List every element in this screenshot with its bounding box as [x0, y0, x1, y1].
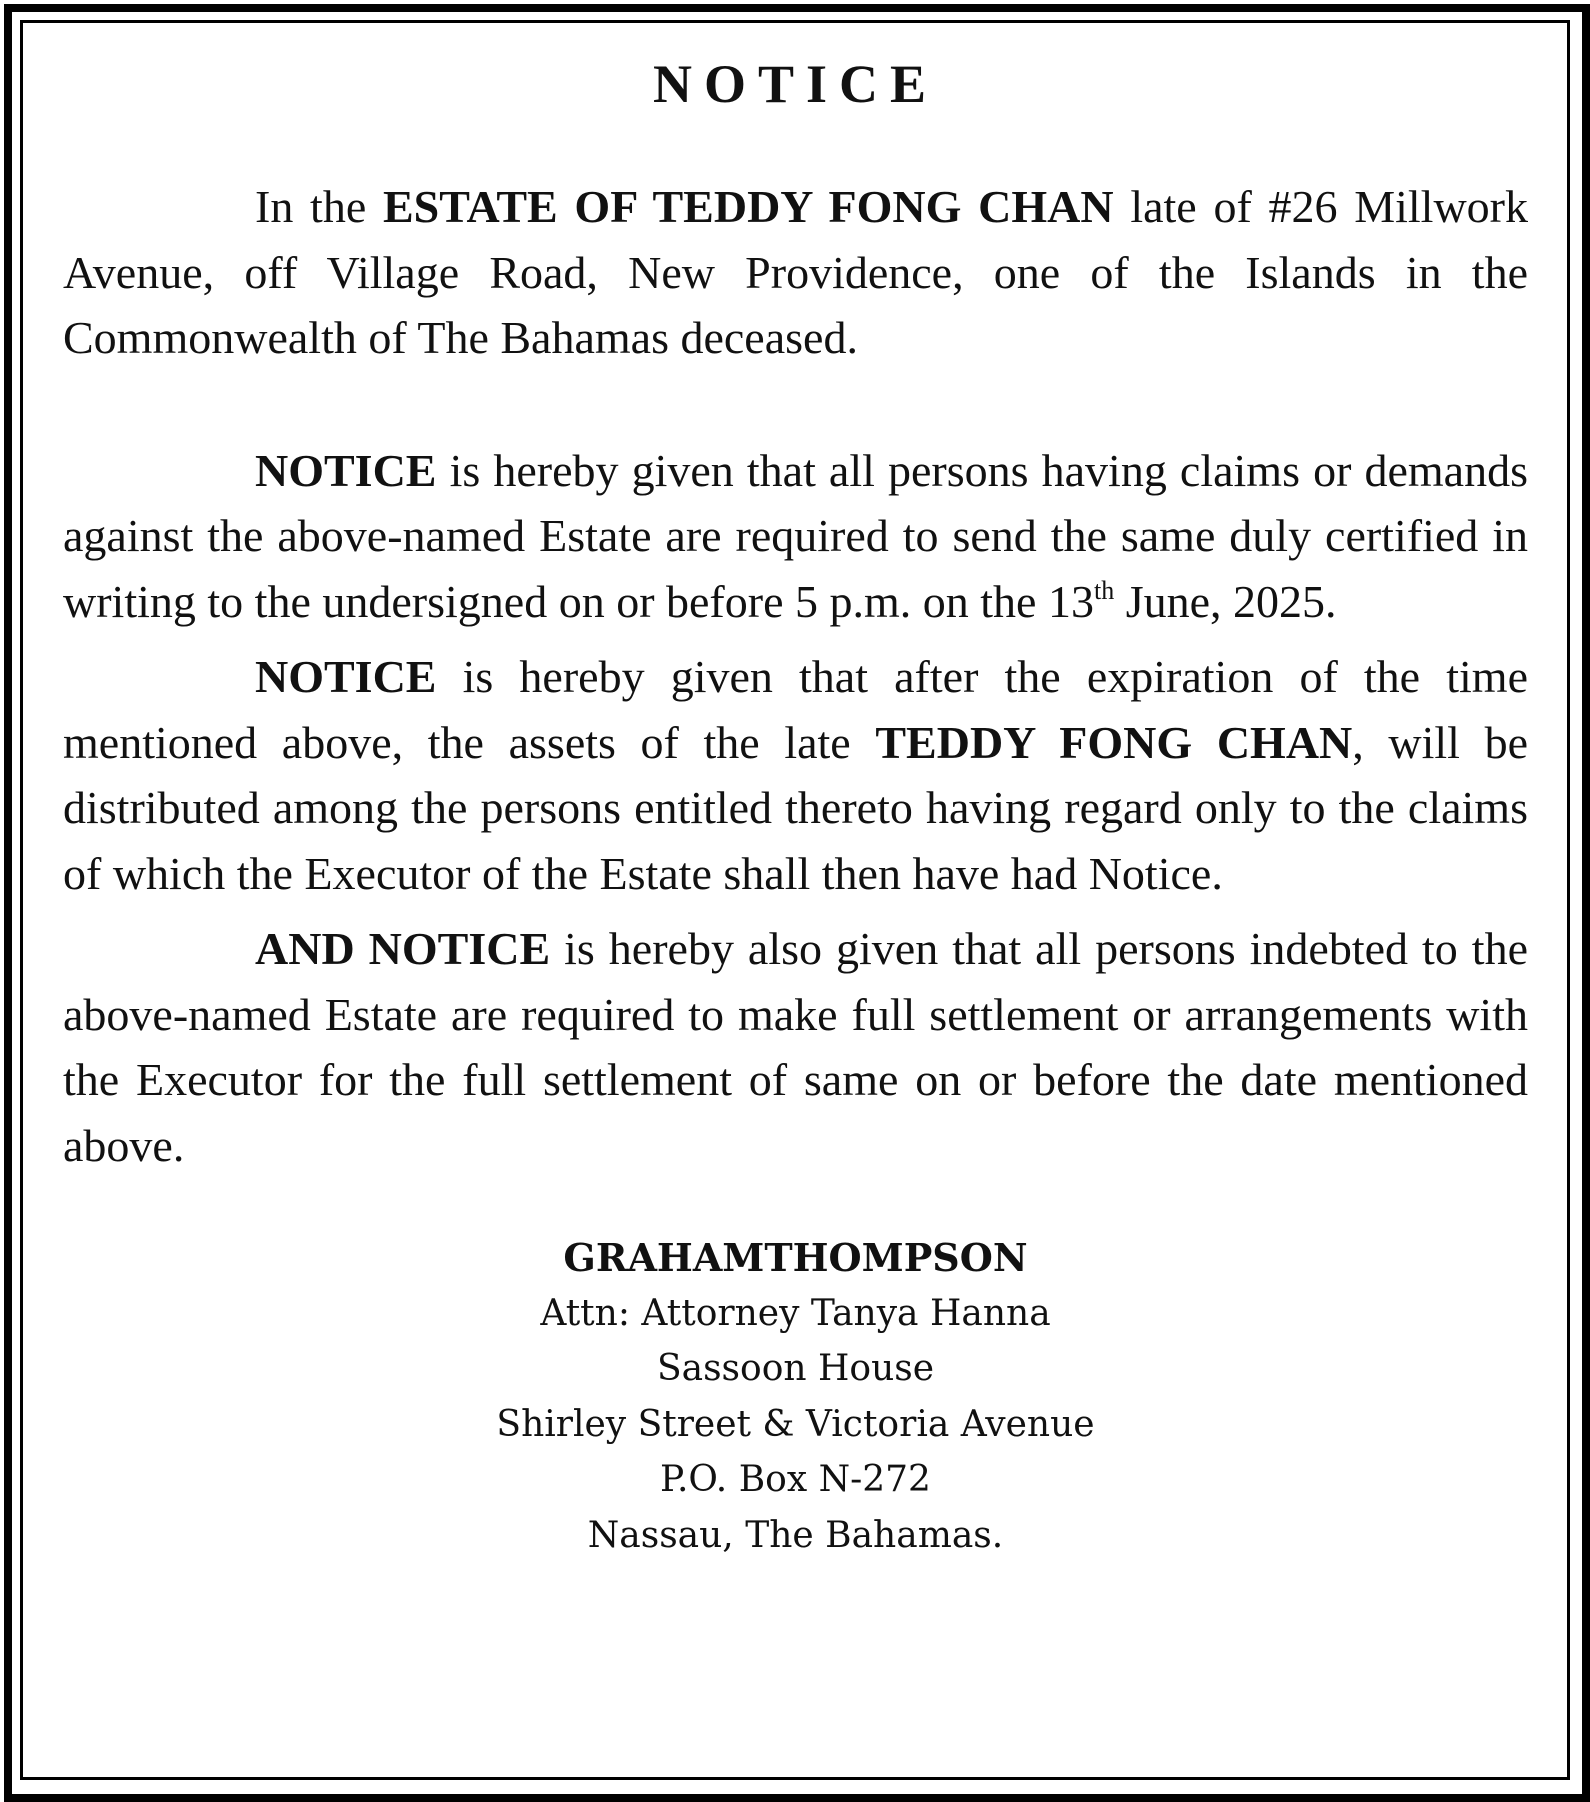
indebted-notice-word: AND NOTICE — [255, 923, 551, 974]
estate-text-2: late of #26 Millwork Avenue, off Village Road, New Providence, one of the Islands in the Commonwealth of The Bahamas deceased. — [63, 181, 1529, 363]
distribution-paragraph — [63, 644, 1528, 906]
estate-paragraph — [63, 174, 1528, 371]
notice-title: NOTICE — [652, 54, 939, 114]
distribution-text-2: , will be distributed among the persons entitled thereto having regard only to the claims of which the Executor of the Estate shall then have had Notice. — [63, 716, 1529, 899]
building-line: Sassoon House — [656, 1348, 935, 1389]
date-ordinal-suffix: th — [1093, 575, 1115, 605]
signature-block — [63, 1230, 1528, 1563]
distribution-notice-word: NOTICE — [255, 651, 437, 702]
claims-paragraph — [63, 438, 1528, 635]
claims-notice-word: NOTICE — [255, 444, 437, 496]
estate-name: ESTATE OF TEDDY FONG CHAN — [382, 181, 1114, 232]
street-line: Shirley Street & Victoria Avenue — [496, 1403, 1095, 1445]
city-line: Nassau, The Bahamas. — [587, 1514, 1004, 1556]
claims-text-1: is hereby given that all persons having claims or demands against the above-named Estate are required to send the same duly certified in writing to the undersigned on or before 5 p.m. on the 13 — [63, 444, 1528, 627]
po-box-line: P.O. Box N-272 — [660, 1459, 931, 1500]
distribution-text-1: is hereby given that after the expiration of the time mentioned above, the assets of the late — [63, 651, 1528, 768]
estate-text-1: In the — [255, 181, 383, 232]
claims-text-2: June, 2025. — [1114, 575, 1337, 627]
attention-line: Attn: Attorney Tanya Hanna — [540, 1292, 1051, 1334]
deceased-name: TEDDY FONG CHAN — [875, 716, 1353, 768]
indebted-paragraph — [63, 916, 1528, 1178]
indebted-text-1: is hereby also given that all persons indebted to the above-named Estate are required to make full settlement or arrangements with the Executor for the full settlement of same on or before the date mentioned above. — [63, 923, 1528, 1171]
firm-name: GRAHAMTHOMPSON — [563, 1235, 1028, 1280]
notice-document — [63, 34, 1528, 1563]
